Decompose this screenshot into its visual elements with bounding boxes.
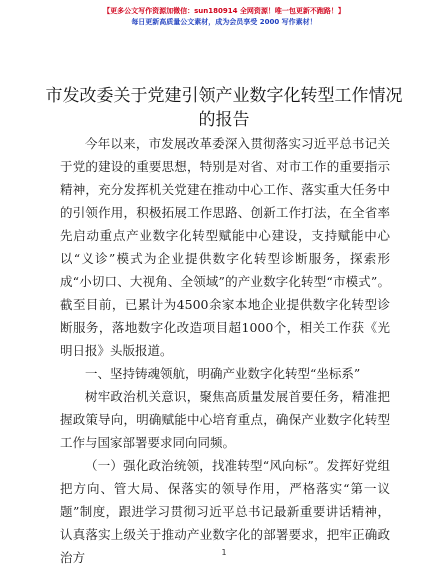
paragraph-intro: 今年以来，市发展改革委深入贯彻落实习近平总书记关于党的建设的重要思想，特别是对省、对市工作的重要指示精神，充分发挥机关党建在推动中心工作、落实重大任务中的引领作用，积极拓展工作思路、创新工作打法，在全省率先启动重点产业数字化转型赋能中心建设，支持赋能中心以“义诊”模式为企业提供数字化转型诊断服务，探索形成“小切口、大视角、全领域”的产业数字化转型“市模式”。截至目前，已累计为4500余家本地企业提供数字化转型诊断服务，落地数字化改造项目超1000个，相关工作获《光明日报》头版报道。 (60, 136, 390, 358)
page-number: 1 (221, 548, 227, 557)
banner-line-1: 【更多公文写作资源加微信：sun180914 全网资源！唯一包更新不跑路！】 (103, 7, 345, 15)
section-heading-1: 一、坚持铸魂领航，明确产业数字化转型“坐标系” (85, 366, 361, 381)
banner-line-2: 每日更新高质量公文素材，成为会员享受 2000 写作素材！ (131, 18, 317, 26)
document-body (60, 132, 390, 569)
paragraph-subsection-1: （一）强化政治统领，找准转型“风向标”。发挥好党组把方向、管大局、保落实的领导作用，严格落实“第一议题”制度，跟进学习贯彻习近平总书记最新重要讲话精神，认真落实上级关于推动产业数字化的部署要求，把牢正确政治方 (60, 458, 390, 565)
document-title: 市发改委关于党建引领产业数字化转型工作情况的报告 (45, 86, 403, 130)
paragraph-section-1: 树牢政治机关意识，聚焦高质量发展首要任务，精准把握政策导向，明确赋能中心培育重点，确保产业数字化转型工作与国家部署要求同向同频。 (60, 389, 390, 450)
header-banner (0, 6, 448, 28)
